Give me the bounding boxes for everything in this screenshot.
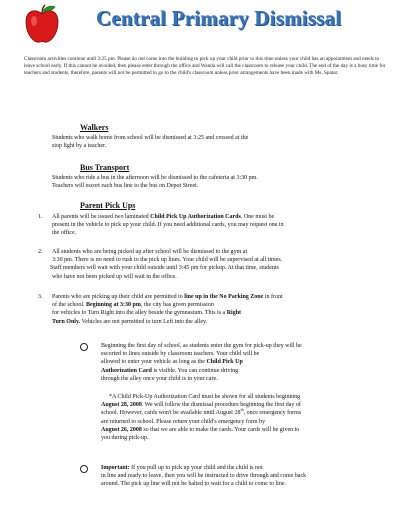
card-note-line-1: *A Child Pick-Up Authorization Card must be shown for all students beginning [109, 394, 301, 400]
no-parking-zone-label: line up in the No Parking Zone [184, 294, 264, 300]
page-title: Central Primary Dismissal [96, 6, 342, 30]
item-3-number: 3. [38, 294, 43, 300]
important-label: Important: [101, 465, 130, 471]
bus-line-2: Teachers will escort each bus line to the bus on Depot Street. [52, 183, 199, 189]
item-2-number: 2. [38, 249, 43, 255]
walkers-heading: Walkers [80, 123, 109, 132]
walkers-line-1: Students who walk home from school will be dismissed at 3:25 and crossed at the [52, 135, 249, 141]
pickup-heading: Parent Pick Ups [80, 201, 136, 210]
item-1-number: 1. [38, 214, 43, 220]
bus-heading: Bus Transport [80, 163, 130, 172]
bus-line-1: Students who ride a bus in the afternoon will be dismissed to the cafeteria at 3:30 pm. [52, 175, 258, 181]
walkers-line-2: stop light by a teacher. [52, 143, 107, 149]
authorization-cards-label: Child Pick Up Authorization Cards [150, 214, 241, 220]
bullet-circle-icon [80, 343, 88, 351]
bullet-circle-icon [80, 465, 88, 473]
page: Central Primary Dismissal Classroom activities continue until 3:25 pm. Please do not come into the building to pick up your child prior to this time unless your child has an appointment and needs to leave school early. If this cannot be avoided, then please enter through the office and Wanda will call the classroom to release your child. The end of the day is a busy time for teachers and students, therefore, parents will not be permitted to go to the child's classroom unless prior arrangements have been made with Ms. Spatar. Walkers Students who walk home from school will be dismissed at 3:25 and crossed at the stop light by a teacher. Bus Transport Students who ride a bus in the afternoon will be dismissed to the cafeteria at 3:30 pm. Teachers will escort each bus line to the bus on Depot Street. Parent Pick Ups 1. All parents will be issued two laminated Child Pick Up Authorization Cards. One must be present in the vehicle to pick up your child. If you need additional cards, you may request one in the office. 2. All students who are being picked up after school will be dismissed to the gym at 3:30 pm. There is no need to rush to the pick up lines. Your child will be supervised at all times. Staff members will wait with your child outside until 3:45 pm for pickup. At that time, students who have not been picked up will wait in the office. 3. Parents who are picking up their child are permitted to line up in the No Parking Zone in front of the school. Beginning at 3:30 pm, the city has given permission for vehicles to Turn Right into the alley beside the gymnasium. This is a Right Turn Only. Vehicles are not permitted to turn Left into the alley. Beginning the first day of school, as students enter the gym for pick-up they will be escorted to lines outside by classroom teachers. Your child will be allowed to enter your vehicle as long as the Child Pick Up Authorization Card is visible. You can continue driving through the alley once your child is in your care. *A Child Pick-Up Authorization Card must be shown for all students beginning August 28, 2008. We will follow the dismissal procedure beginning the first day of school. However, cards won't be available until August 28th, once emergency forms are returned to school. Please return your child's emergency form by August 26, 2008 so that we are able to make the cards. Your cards will be given to you during pick-up. Important: If you pull up to pick up your child and the child is not in line and ready to leave, then you will be instructed to drive through and come back around. The pick up line will not be halted to wait for a child to come to line. [0, 0, 400, 518]
intro-paragraph: Classroom activities continue until 3:25 pm. Please do not come into the building to pick up your child prior to this time unless your child has an appointment and needs to leave school early. If this cannot be avoided, then please enter through the office and Wanda will call the classroom to release your child. The end of the day is a busy time for teachers and students, therefore, parents will not be permitted to go to the child's classroom unless prior arrangements have been made with Ms. Spatar. [24, 56, 386, 76]
apple-icon [22, 4, 62, 46]
